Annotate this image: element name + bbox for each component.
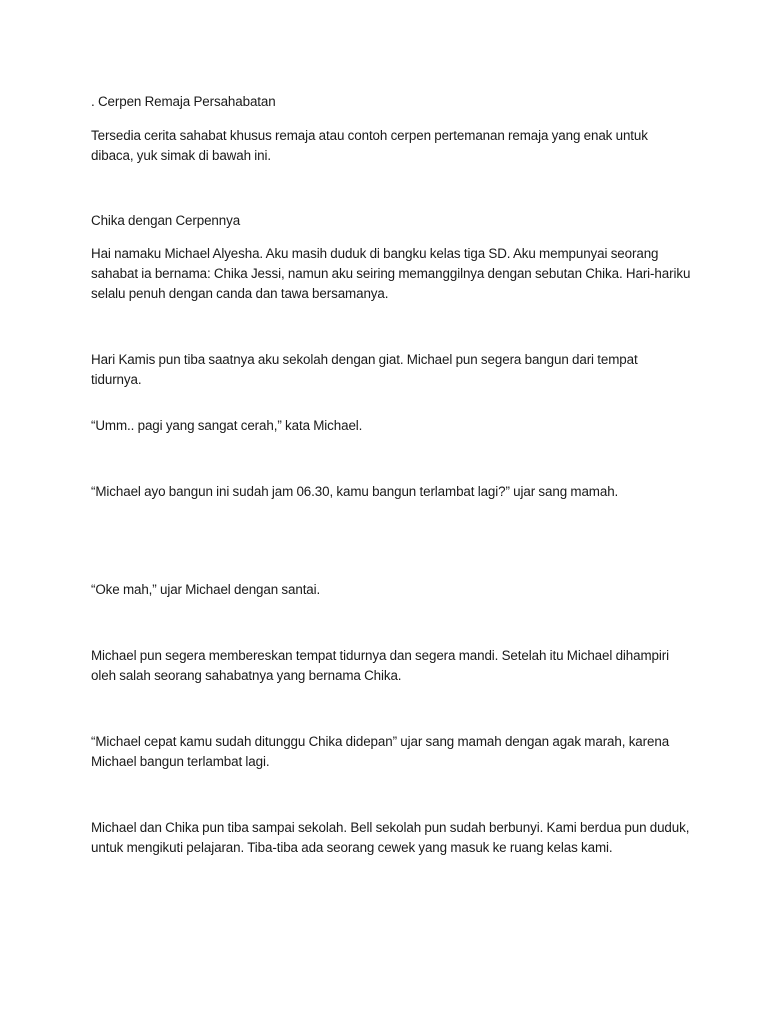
paragraph-8: Michael dan Chika pun tiba sampai sekolah. Bell sekolah pun sudah berbunyi. Kami berdua pun duduk, untuk mengikuti pelajaran. Tiba-tiba ada seorang cewek yang masuk ke ruang kelas kami. [91,820,690,855]
paragraph-2: Hari Kamis pun tiba saatnya aku sekolah dengan giat. Michael pun segera bangun dari tempat tidurnya. [91,352,638,387]
intro-paragraph: Tersedia cerita sahabat khusus remaja atau contoh cerpen pertemanan remaja yang enak untuk dibaca, yuk simak di bawah ini. [91,128,648,163]
paragraph-3: “Umm.. pagi yang sangat cerah,” kata Michael. [91,418,363,433]
document-title: . Cerpen Remaja Persahabatan [91,94,276,109]
paragraph-5: “Oke mah,” ujar Michael dengan santai. [91,582,321,597]
story-title: Chika dengan Cerpennya [91,213,241,228]
paragraph-6: Michael pun segera membereskan tempat tidurnya dan segera mandi. Setelah itu Michael dihampiri oleh salah seorang sahabatnya yang bernama Chika. [91,648,669,683]
paragraph-4: “Michael ayo bangun ini sudah jam 06.30, kamu bangun terlambat lagi?” ujar sang mamah. [91,484,619,499]
paragraph-1: Hai namaku Michael Alyesha. Aku masih duduk di bangku kelas tiga SD. Aku mempunyai seorang sahabat ia bernama: Chika Jessi, namun aku seiring memanggilnya dengan sebutan Chika. Hari-hariku selalu penuh dengan canda dan tawa bersamanya. [91,246,691,301]
paragraph-7: “Michael cepat kamu sudah ditunggu Chika didepan” ujar sang mamah dengan agak marah, karena Michael bangun terlambat lagi. [91,734,670,769]
